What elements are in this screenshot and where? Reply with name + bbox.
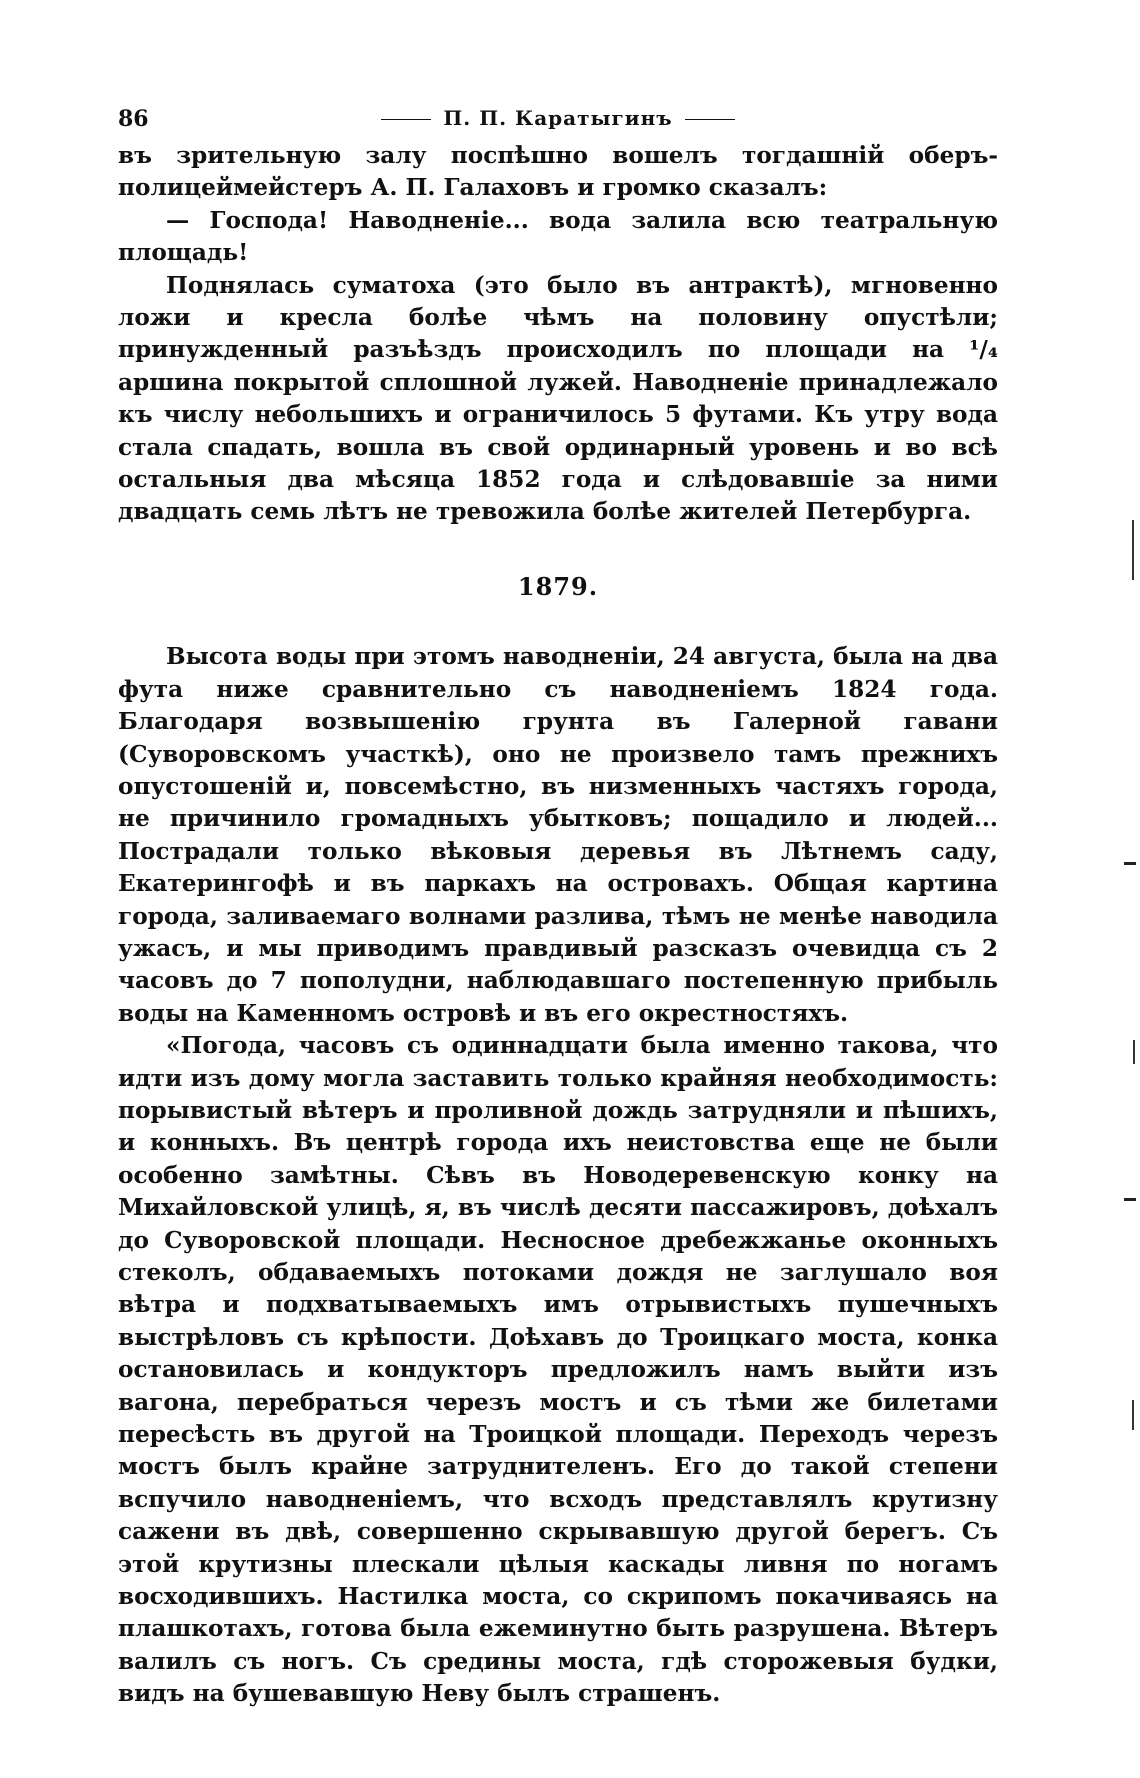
paragraph: — Господа! Наводненіе... вода залила всю театральную площадь! xyxy=(118,206,998,267)
paragraph: Высота воды при этомъ наводненіи, 24 августа, была на два фута ниже сравнительно съ наводненіемъ 1824 года. Благодаря возвышенію грунта въ Галерной гавани (Суворовскомъ участкѣ), оно не произвело тамъ прежнихъ опустошеній и, повсемѣстно, въ низменныхъ частяхъ города, не причинило громадныхъ убытковъ; пощадило и людей... Пострадали только вѣковыя деревья въ Лѣтнемъ саду, Екатерингофѣ и въ паркахъ на островахъ. Общая картина города, заливаемаго волнами разлива, тѣмъ не менѣе наводила ужасъ, и мы приводимъ правдивый разсказъ очевидца съ 2 часовъ до 7 пополудни, наблюдавшаго постепенную прибыль воды на Каменномъ островѣ и въ его окрестностяхъ. xyxy=(118,643,998,1027)
running-head xyxy=(118,100,998,140)
running-title-text: П. П. Каратыгинъ xyxy=(443,106,673,130)
scan-edge-line xyxy=(1132,520,1134,580)
page-number: 86 xyxy=(118,106,149,132)
paragraph: въ зрительную залу поспѣшно вошелъ тогдашній оберъ-полицеймейстеръ А. П. Галаховъ и громко сказалъ: xyxy=(118,142,998,202)
section-heading: 1879. xyxy=(517,571,599,601)
scan-edge-mark xyxy=(1124,1198,1136,1201)
scan-edge-line xyxy=(1132,1400,1134,1430)
left-dash xyxy=(381,119,431,120)
book-page xyxy=(118,100,998,1711)
scan-edge-line xyxy=(1133,1040,1135,1064)
running-title xyxy=(118,106,998,130)
right-dash xyxy=(685,119,735,120)
paragraph: «Погода, часовъ съ одиннадцати была именно такова, что идти изъ дому могла заставить только крайняя необходимость: порывистый вѣтеръ и проливной дождь затрудняли и пѣшихъ, и конныхъ. Въ центрѣ города ихъ неистовства еще не были особенно замѣтны. Сѣвъ въ Новодеревенскую конку на Михайловской улицѣ, я, въ числѣ десяти пассажировъ, доѣхалъ до Суворовской площади. Несносное дребежжанье оконныхъ стеколъ, обдаваемыхъ потоками дождя не заглушало воя вѣтра и подхватываемыхъ имъ отрывистыхъ пушечныхъ выстрѣловъ съ крѣпости. Доѣхавъ до Троицкаго моста, конка остановилась и кондукторъ предложилъ намъ выйти изъ вагона, перебраться черезъ мостъ и съ тѣми же билетами пересѣсть въ другой на Троицкой площади. Переходъ черезъ мостъ былъ крайне затруднителенъ. Его до такой степени вспучило наводненіемъ, что всходъ представлялъ крутизну сажени въ двѣ, совершенно скрывавшую другой берегъ. Съ этой крутизны плескали цѣлыя каскады ливня по ногамъ восходившихъ. Настилка моста, со скрипомъ покачиваясь на плашкотахъ, готова была ежеминутно быть разрушена. Вѣтеръ валилъ съ ногъ. Съ средины моста, гдѣ сторожевыя будки, видъ на бушевавшую Неву былъ страшенъ. xyxy=(118,1032,998,1708)
body-text xyxy=(118,140,998,1711)
paragraph: Поднялась суматоха (это было въ антрактѣ), мгновенно ложи и кресла болѣе чѣмъ на половину опустѣли; принужденный разъѣздъ происходилъ по площади на ¹/₄ аршина покрытой сплошной лужей. Наводненіе принадлежало къ числу небольшихъ и ограничилось 5 футами. Къ утру вода стала спадать, вошла въ свой ординарный уровень и во всѣ остальныя два мѣсяца 1852 года и слѣдовавшіе за ними двадцать семь лѣтъ не тревожила болѣе жителей Петербурга. xyxy=(118,271,998,526)
scan-edge-mark xyxy=(1124,862,1136,865)
